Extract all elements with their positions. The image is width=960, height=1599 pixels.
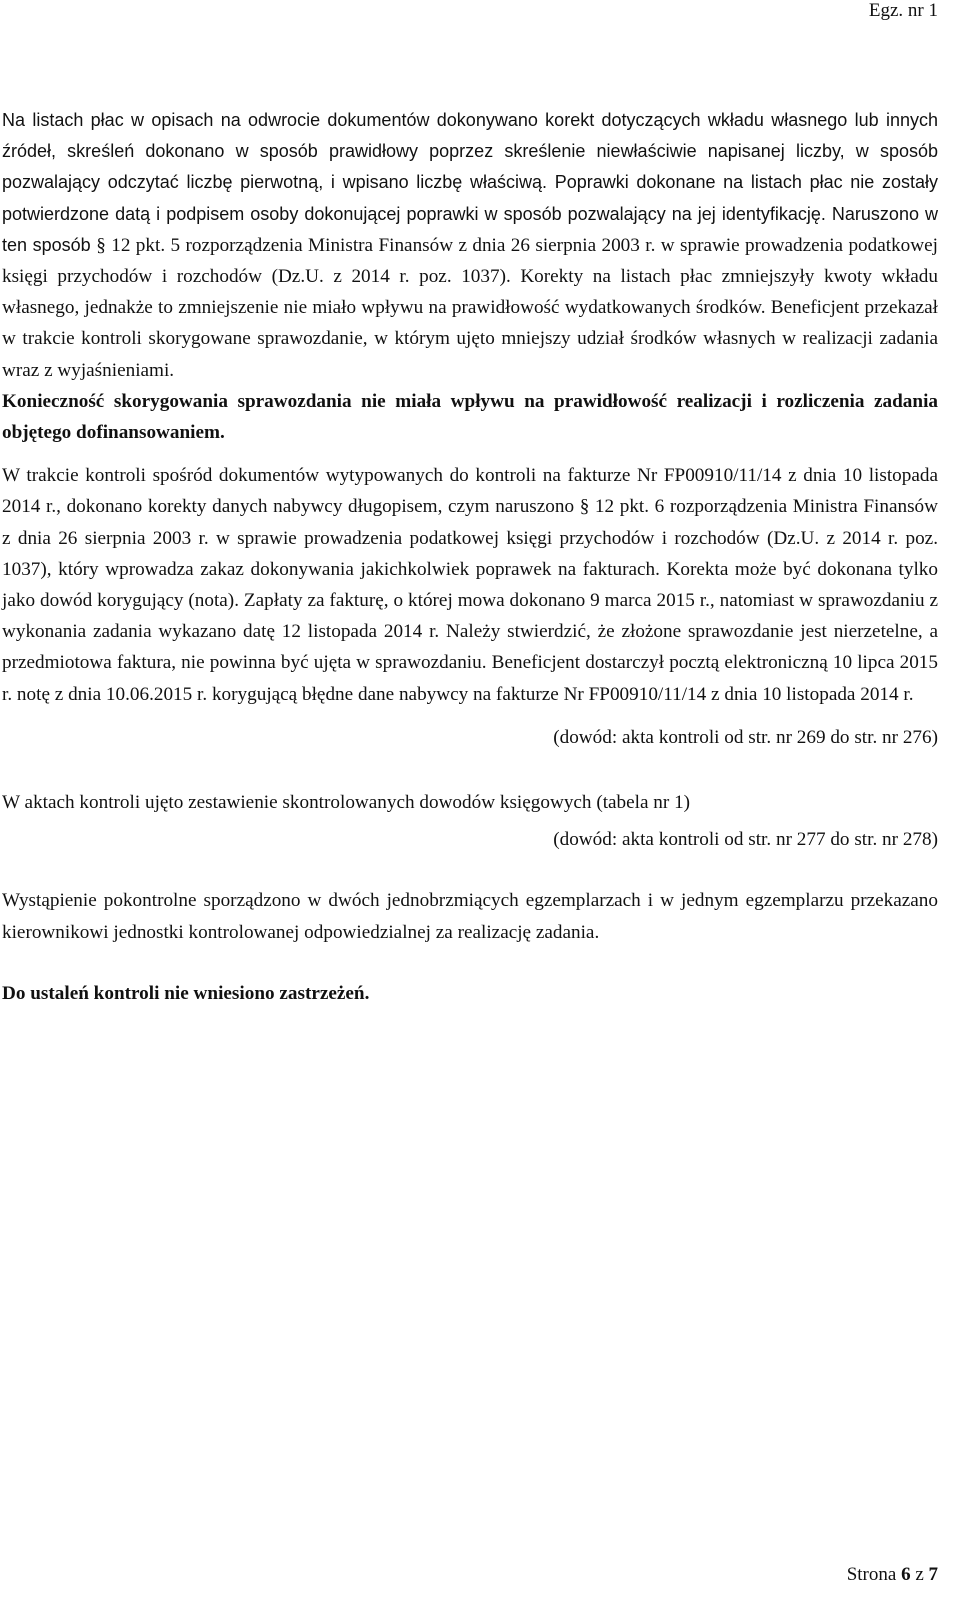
paragraph-conclusion-bold: Konieczność skorygowania sprawozdania nie miała wpływu na prawidłowość realizacji i rozliczenia zadania objętego dofinansowaniem.: [2, 390, 938, 444]
paragraph-no-objections: Do ustaleń kontroli nie wniesiono zastrzeżeń.: [2, 982, 370, 1004]
copy-number: Egz. nr 1: [868, 0, 938, 21]
paragraph-documents-list: W aktach kontroli ujęto zestawienie skontrolowanych dowodów księgowych (tabela nr 1): [2, 792, 691, 814]
paragraph-invoice-correction: W trakcie kontroli spośród dokumentów wytypowanych do kontroli na fakturze Nr FP00910/11/14 z dnia 10 listopada 2014 r., dokonano korekty danych nabywcy długopisem, czym naruszono § 12 pkt. 6 rozporządzenia Ministra Finansów z dnia 26 sierpnia 2003 r. w sprawie prowadzenia podatkowej księgi przychodów i rozchodów (Dz.U. z 2014 r. poz. 1037), który wprowadza zakaz dokonywania jakichkolwiek poprawek na fakturach. Korekta może być dokonana tylko jako dowód korygujący (nota). Zapłaty za fakturę, o której mowa dokonano 9 marca 2015 r., natomiast w sprawozdaniu z wykonania zadania wykazano datę 12 listopada 2014 r. Należy stwierdzić, że złożone sprawozdanie jest nierzetelne, a przedmiotowa faktura, nie powinna być ujęta w sprawozdaniu. Beneficjent dostarczył pocztą elektroniczną 10 lipca 2015 r. notę z dnia 10.06.2015 r. korygującą błędne dane nabywcy na fakturze Nr FP00910/11/14 z dnia 10 listopada 2014 r.: [2, 465, 938, 705]
page-total: 7: [928, 1564, 938, 1585]
evidence-reference-1: (dowód: akta kontroli od str. nr 269 do str. nr 276): [553, 726, 938, 748]
document-body: [2, 105, 938, 1009]
paragraph-payroll-corrections: [2, 105, 938, 386]
paragraph-payroll-corrections-part2: § 12 pkt. 5 rozporządzenia Ministra Finansów z dnia 26 sierpnia 2003 r. w sprawie prowadzenia podatkowej księgi przychodów i rozchodów (Dz.U. z 2014 r. poz. 1037). Korekty na listach płac zmniejszyły kwoty wkładu własnego, jednakże to zmniejszenie nie miało wpływu na prawidłowość wydatkowanych środków. Beneficjent przekazał w trakcie kontroli skorygowane sprawozdanie, w którym ujęto mniejszy udział środków własnych w realizacji zadania wraz z wyjaśnieniami.: [2, 234, 938, 381]
paragraph-payroll-corrections-part1: Na listach płac w opisach na odwrocie dokumentów dokonywano korekt dotyczących wkładu własnego lub innych źródeł, skreśleń dokonano w sposób prawidłowy poprzez skreślenie niewłaściwie napisanej liczby, w sposób pozwalający odczytać liczbę pierwotną, i wpisano liczbę właściwą. Poprawki dokonane na listach płac nie zostały potwierdzone datą i podpisem osoby dokonującej poprawki w sposób pozwalający na jej identyfikację. Naruszono w ten sposób: [2, 110, 938, 255]
evidence-reference-2: (dowód: akta kontroli od str. nr 277 do str. nr 278): [553, 829, 938, 851]
page-current: 6: [901, 1564, 911, 1585]
page-label: Strona: [846, 1564, 897, 1585]
paragraph-post-inspection: Wystąpienie pokontrolne sporządzono w dwóch jednobrzmiących egzemplarzach i w jednym egzemplarzu przekazano kierownikowi jednostki kontrolowanej odpowiedzialnej za realizację zadania.: [2, 890, 938, 943]
page-separator: z: [915, 1564, 924, 1585]
page-number: [847, 1564, 938, 1586]
